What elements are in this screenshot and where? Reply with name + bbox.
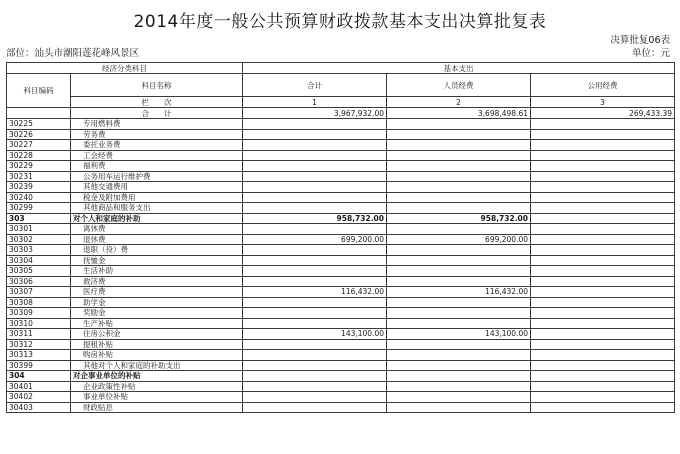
table-row [7,245,675,256]
row-public [531,276,675,287]
row-code: 30402 [7,392,71,403]
row-code: 30311 [7,329,71,340]
table-row [7,129,675,140]
public-header: 公用经费 [531,74,675,97]
table-row [7,350,675,361]
row-code: 30239 [7,182,71,193]
table-row [7,402,675,413]
row-total [243,381,387,392]
sum-row [7,108,675,119]
row-name: 事业单位补贴 [71,392,243,403]
row-total [243,150,387,161]
row-personnel: 958,732.00 [387,213,531,224]
row-name: 提租补贴 [71,339,243,350]
sum-code-cell [7,108,71,119]
row-name: 离休费 [71,224,243,235]
row-code: 30307 [7,287,71,298]
row-code: 30308 [7,297,71,308]
row-total [243,119,387,130]
row-personnel: 116,432.00 [387,287,531,298]
row-public [531,371,675,382]
table-row [7,308,675,319]
row-name: 专用燃料费 [71,119,243,130]
row-code: 30302 [7,234,71,245]
row-total: 116,432.00 [243,287,387,298]
row-total [243,276,387,287]
row-personnel [387,245,531,256]
appropriation-table [6,62,675,413]
row-name: 生产补贴 [71,318,243,329]
row-total [243,402,387,413]
row-public [531,224,675,235]
row-personnel [387,381,531,392]
row-name: 医疗费 [71,287,243,298]
row-code: 304 [7,371,71,382]
row-public [531,150,675,161]
row-name: 公务用车运行维护费 [71,171,243,182]
sum-label: 合 计 [71,108,243,119]
row-personnel [387,171,531,182]
table-row [7,203,675,214]
report-title: 2014年度一般公共预算财政拨款基本支出决算批复表 [133,12,547,32]
row-public [531,255,675,266]
row-personnel [387,276,531,287]
table-row [7,381,675,392]
row-code: 30303 [7,245,71,256]
col-index-2: 2 [387,97,531,108]
row-personnel [387,255,531,266]
row-name: 委托业务费 [71,140,243,151]
row-personnel [387,266,531,277]
row-total [243,297,387,308]
row-total [243,255,387,266]
row-public [531,339,675,350]
row-personnel [387,392,531,403]
row-code: 30304 [7,255,71,266]
row-code: 30225 [7,119,71,130]
row-public [531,329,675,340]
row-total [243,224,387,235]
row-public [531,308,675,319]
lan-ci-label: 栏 次 [71,97,243,108]
row-public [531,213,675,224]
sum-personnel: 3,698,498.61 [387,108,531,119]
row-public [531,297,675,308]
row-name: 其他商品和服务支出 [71,203,243,214]
sum-public: 269,433.39 [531,108,675,119]
header-row-columns [7,74,675,97]
row-code: 30227 [7,140,71,151]
row-total [243,182,387,193]
row-personnel [387,318,531,329]
table-row [7,392,675,403]
row-personnel [387,402,531,413]
table-row [7,266,675,277]
row-personnel [387,182,531,193]
row-total [243,192,387,203]
row-public [531,287,675,298]
row-public [531,140,675,151]
name-header: 科目名称 [71,74,243,97]
col-index-3: 3 [531,97,675,108]
row-name: 税金及附加费用 [71,192,243,203]
row-personnel [387,140,531,151]
table-row [7,339,675,350]
table-row [7,161,675,172]
row-public [531,402,675,413]
row-personnel: 143,100.00 [387,329,531,340]
column-index-row [7,97,675,108]
row-total [243,350,387,361]
row-personnel [387,150,531,161]
row-name: 生活补助 [71,266,243,277]
table-row [7,255,675,266]
table-row [7,140,675,151]
row-name: 奖励金 [71,308,243,319]
row-personnel [387,371,531,382]
row-public [531,234,675,245]
row-total [243,129,387,140]
row-code: 30310 [7,318,71,329]
table-row [7,182,675,193]
row-name: 救济费 [71,276,243,287]
row-name: 财政贴息 [71,402,243,413]
row-code: 30403 [7,402,71,413]
row-code: 30240 [7,192,71,203]
table-row [7,371,675,382]
row-total [243,339,387,350]
row-public [531,161,675,172]
row-name: 退休费 [71,234,243,245]
row-total [243,308,387,319]
table-row [7,276,675,287]
row-name: 其他对个人和家庭的补助支出 [71,360,243,371]
row-total [243,161,387,172]
table-row [7,318,675,329]
row-public [531,129,675,140]
table-row [7,297,675,308]
row-personnel [387,224,531,235]
row-code: 30229 [7,161,71,172]
row-code: 30313 [7,350,71,361]
table-row [7,171,675,182]
row-public [531,192,675,203]
table-row [7,192,675,203]
row-public [531,318,675,329]
row-name: 福利费 [71,161,243,172]
table-row [7,287,675,298]
col-index-1: 1 [243,97,387,108]
row-personnel [387,161,531,172]
table-row [7,224,675,235]
row-code: 30299 [7,203,71,214]
row-code: 30301 [7,224,71,235]
row-personnel: 699,200.00 [387,234,531,245]
row-total [243,203,387,214]
row-total: 699,200.00 [243,234,387,245]
row-total [243,171,387,182]
row-personnel [387,192,531,203]
row-public [531,182,675,193]
basic-group-header: 基本支出 [243,63,675,74]
row-name: 抚恤金 [71,255,243,266]
row-total [243,360,387,371]
table-row [7,213,675,224]
row-code: 30312 [7,339,71,350]
row-name: 企业政策性补贴 [71,381,243,392]
row-code: 30401 [7,381,71,392]
row-name: 其他交通费用 [71,182,243,193]
row-personnel [387,339,531,350]
row-public [531,350,675,361]
personnel-header: 人员经费 [387,74,531,97]
row-public [531,245,675,256]
row-total [243,371,387,382]
row-total [243,392,387,403]
row-personnel [387,129,531,140]
row-code: 30228 [7,150,71,161]
econ-group-header: 经济分类科目 [7,63,243,74]
row-code: 30226 [7,129,71,140]
row-name: 住房公积金 [71,329,243,340]
row-personnel [387,203,531,214]
form-number: 决算批复06表 [610,35,670,46]
row-code: 30231 [7,171,71,182]
row-personnel [387,350,531,361]
row-name: 助学金 [71,297,243,308]
row-total [243,245,387,256]
row-public [531,392,675,403]
row-code: 30306 [7,276,71,287]
row-name: 对个人和家庭的补助 [71,213,243,224]
row-code: 30399 [7,360,71,371]
table-row [7,360,675,371]
row-code: 30305 [7,266,71,277]
department-label: 部位：汕头市潮阳莲花峰风景区 [6,48,140,59]
row-public [531,360,675,371]
row-personnel [387,308,531,319]
row-public [531,119,675,130]
table-row [7,329,675,340]
row-total [243,318,387,329]
row-public [531,171,675,182]
row-personnel [387,297,531,308]
table-row [7,119,675,130]
row-name: 劳务费 [71,129,243,140]
row-name: 工会经费 [71,150,243,161]
row-code: 303 [7,213,71,224]
row-personnel [387,119,531,130]
row-total: 143,100.00 [243,329,387,340]
row-code: 30309 [7,308,71,319]
table-row [7,150,675,161]
row-total [243,266,387,277]
row-personnel [387,360,531,371]
unit-label: 单位：元 [631,48,670,59]
header-row-groups [7,63,675,74]
row-public [531,266,675,277]
row-name: 购房补贴 [71,350,243,361]
row-total [243,140,387,151]
row-name: 退职（役）费 [71,245,243,256]
code-header: 科目编码 [7,74,71,108]
table-row [7,234,675,245]
row-name: 对企事业单位的补贴 [71,371,243,382]
total-header: 合计 [243,74,387,97]
row-total: 958,732.00 [243,213,387,224]
row-public [531,203,675,214]
row-public [531,381,675,392]
sum-total: 3,967,932.00 [243,108,387,119]
